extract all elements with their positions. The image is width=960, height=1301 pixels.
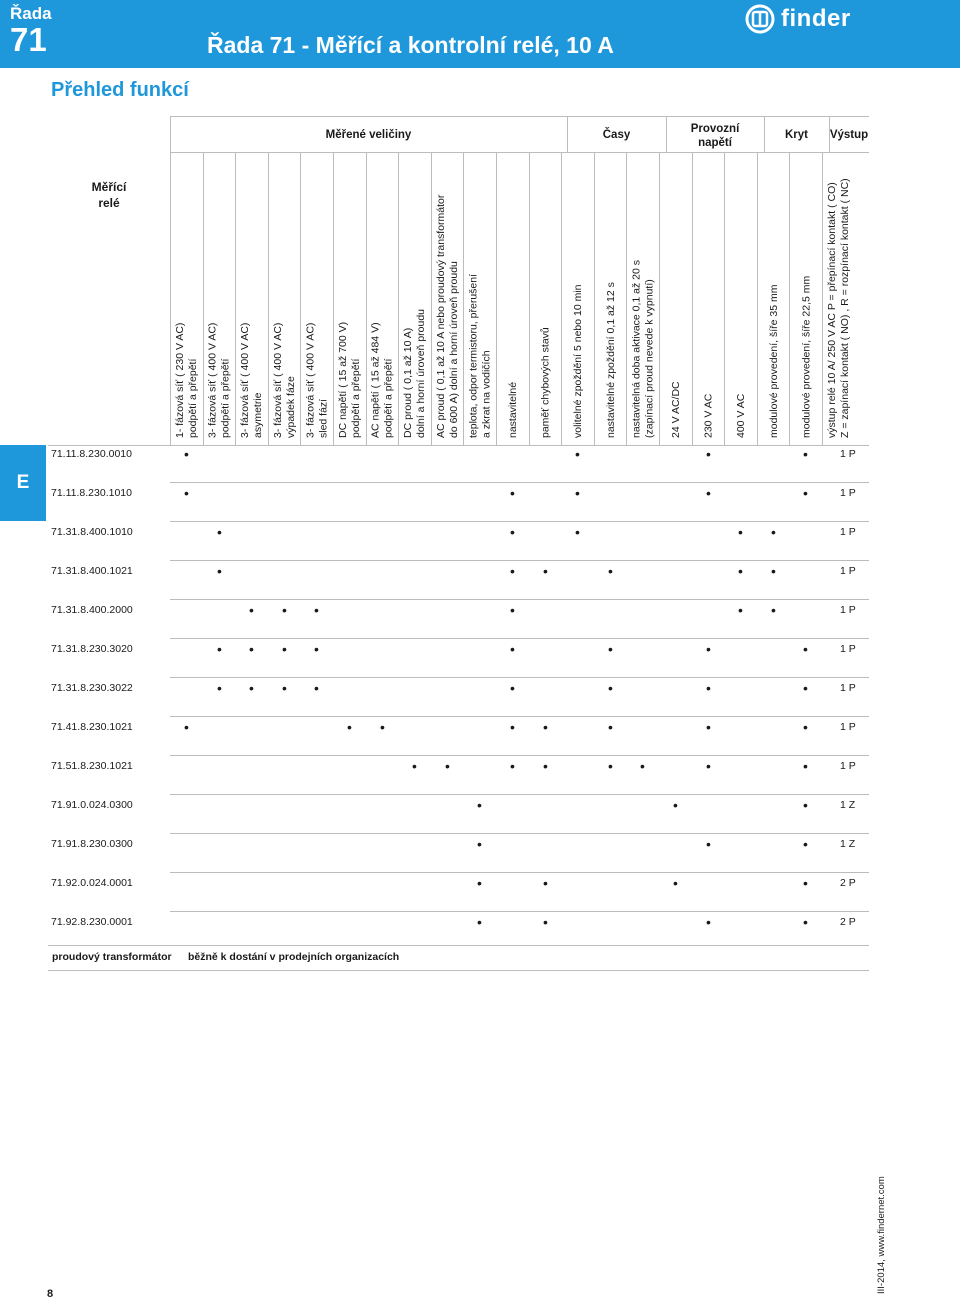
column-rule [594,152,595,445]
footer-bottom-rule [48,970,869,971]
column-header-9 [435,195,461,438]
column-rule [529,152,530,445]
column-header-11 [507,382,520,438]
column-rule [398,152,399,445]
function-mark: • [543,914,548,930]
output-type: 1 P [840,526,856,538]
function-mark: • [608,680,613,696]
function-mark: • [184,446,189,462]
group-header-supply [666,122,764,150]
corner-header-line1: Měřící [91,180,127,194]
column-rule [724,152,725,445]
function-mark: • [510,485,515,501]
column-header-20 [800,276,813,438]
function-mark: • [608,719,613,735]
relay-code: 71.11.8.230.0010 [51,448,132,460]
row-rule [170,599,869,600]
column-rule [431,152,432,445]
column-header-line2: Z = zapínací kontakt ( NO) , R = rozpínací kontakt ( NC) [839,178,851,438]
column-header-5 [304,323,330,438]
page-number: 8 [47,1288,54,1300]
column-header-3 [239,323,265,438]
column-header-line1: 24 V AC/DC [670,381,682,438]
column-rule [170,152,171,445]
column-rule [757,152,758,445]
column-rule [235,152,236,445]
column-header-14 [605,282,618,438]
relay-code: 71.31.8.400.2000 [51,604,133,616]
column-rule [268,152,269,445]
function-mark: • [706,680,711,696]
top-banner [0,0,960,68]
column-header-line2: dolní a horní úroveň proudu [415,308,428,438]
column-header-line2: podpětí a přepětí [350,358,362,438]
function-mark: • [249,641,254,657]
function-mark: • [445,758,450,774]
page-title: Řada 71 - Měřící a kontrolní relé, 10 A [207,32,614,58]
function-mark: • [575,485,580,501]
function-mark: • [803,836,808,852]
group-header-output: Výstup [829,129,869,141]
corner-header-line2: relé [98,196,120,210]
column-header-line1: 3- fázová síť ( 400 V AC) [239,322,252,438]
relay-code: 71.91.0.024.0300 [51,799,133,811]
relay-code: 71.91.8.230.0300 [51,838,133,850]
group-header-times: Časy [602,129,631,141]
row-rule [170,560,869,561]
function-mark: • [738,563,743,579]
function-mark: • [706,641,711,657]
table-header-rule [170,152,869,153]
function-mark: • [738,524,743,540]
function-mark: • [184,719,189,735]
column-header-line2: podpětí a přepětí [382,358,395,438]
column-rule [463,152,464,445]
function-mark: • [803,797,808,813]
column-header-10 [467,274,493,438]
row-rule [170,755,869,756]
group-header-supply-line1: Provozní [690,123,740,135]
output-type: 1 Z [840,799,856,811]
function-mark: • [282,641,287,657]
column-header-4 [272,323,298,438]
function-mark: • [282,602,287,618]
group-header-measured: Měřené veličiny [325,129,412,141]
group-header-supply-line2: napětí [698,137,732,149]
column-header-line1: teplota, odpor termistoru, přerušení [467,273,480,438]
corner-header [48,179,170,211]
relay-code: 71.31.8.400.1021 [51,565,133,577]
relay-code: 71.92.8.230.0001 [51,916,133,928]
column-rule [333,152,334,445]
column-header-17 [703,394,716,438]
column-header-line1: AC proud ( 0,1 až 10 A nebo proudový transformátor [434,194,447,438]
function-mark: • [477,836,482,852]
side-note: III-2014, www.findernet.com [876,1176,887,1294]
column-header-line1: nastavitelné zpoždění 0,1 až 12 s [604,282,617,438]
column-header-line2: asymetrie [252,392,265,438]
row-rule [170,911,869,912]
column-header-1 [174,323,200,438]
function-mark: • [347,719,352,735]
relay-code: 71.31.8.230.3020 [51,643,133,655]
function-mark: • [706,758,711,774]
function-mark: • [217,680,222,696]
output-type: 1 P [840,604,856,616]
relay-code: 71.11.8.230.1010 [51,487,132,499]
function-mark: • [771,563,776,579]
table-body-rule [48,445,869,446]
footer-top-rule [48,945,869,946]
output-type: 1 P [840,760,856,772]
row-rule [170,638,869,639]
row-rule [170,872,869,873]
output-type: 1 P [840,565,856,577]
column-header-15 [630,260,656,438]
relay-code: 71.51.8.230.1021 [51,760,133,772]
column-header-6 [337,322,363,438]
function-mark: • [249,680,254,696]
function-mark: • [380,719,385,735]
column-rule [692,152,693,445]
section-letter-badge: E [0,445,46,521]
function-mark: • [543,875,548,891]
row-rule [170,833,869,834]
function-mark: • [803,641,808,657]
column-header-line1: 3- fázová síť ( 400 V AC) [304,322,317,438]
row-rule [170,716,869,717]
output-type: 1 P [840,448,856,460]
output-type: 1 P [840,643,856,655]
column-header-line1: 3- fázová síť ( 400 V AC) [271,322,284,438]
column-header-line1: nastavitelné [507,381,519,438]
column-header-line1: 400 V AC [735,393,748,438]
column-rule [659,152,660,445]
relay-code: 71.31.8.400.1010 [51,526,133,538]
column-rule [626,152,627,445]
function-mark: • [803,875,808,891]
row-rule [170,677,869,678]
function-mark: • [803,446,808,462]
function-mark: • [803,914,808,930]
function-mark: • [510,719,515,735]
function-mark: • [673,875,678,891]
column-header-line1: 230 V AC [702,393,715,438]
function-mark: • [510,641,515,657]
column-header-line2: výpadek fáze [284,376,297,438]
section-title: Přehled funkcí [51,79,189,101]
row-rule [170,521,869,522]
finder-logo-icon [745,4,775,34]
output-type: 2 P [840,916,856,928]
column-header-line1: modulové provedení, šíře 22,5 mm [800,275,813,438]
function-mark: • [706,836,711,852]
function-mark: • [608,641,613,657]
function-mark: • [771,602,776,618]
column-header-line1: volitelné zpoždění 5 nebo 10 min [572,284,585,438]
function-mark: • [249,602,254,618]
function-mark: • [803,719,808,735]
column-rule [203,152,204,445]
row-rule [170,482,869,483]
column-header-16 [670,381,683,438]
function-mark: • [543,563,548,579]
function-mark: • [314,602,319,618]
function-mark: • [673,797,678,813]
column-header-line2: do 600 A) dolní a horní úroveň proudu [447,261,460,438]
function-mark: • [510,680,515,696]
series-number: 71 [10,21,47,58]
relay-code: 71.31.8.230.3022 [51,682,133,694]
column-header-line2: podpětí a přepětí [187,358,199,438]
function-mark: • [282,680,287,696]
function-mark: • [510,602,515,618]
output-type: 1 P [840,487,856,499]
column-header-line1: paměť chybových stavů [539,327,552,438]
column-header-7 [370,322,396,438]
column-header-line1: modulové provedení, šíře 35 mm [767,284,780,438]
column-rule [496,152,497,445]
output-type: 1 Z [840,838,856,850]
function-mark: • [706,485,711,501]
function-mark: • [477,875,482,891]
brand-logo [745,4,851,34]
column-rule [366,152,367,445]
relay-code: 71.92.0.024.0001 [51,877,133,889]
column-rule [822,152,823,445]
function-mark: • [510,758,515,774]
relay-code: 71.41.8.230.1021 [51,721,133,733]
function-mark: • [575,524,580,540]
function-mark: • [217,563,222,579]
function-mark: • [543,719,548,735]
function-mark: • [510,524,515,540]
column-header-line2: podpětí a přepětí [219,358,232,438]
function-mark: • [314,680,319,696]
group-header-housing: Kryt [784,129,808,141]
footer-note-label: proudový transformátor [52,951,172,963]
function-mark: • [640,758,645,774]
column-header-line2: sled fází [317,398,330,438]
function-mark: • [184,485,189,501]
function-mark: • [803,758,808,774]
function-mark: • [803,680,808,696]
function-mark: • [706,446,711,462]
column-header-line1: AC napětí ( 15 až 484 V) [369,322,382,438]
column-rule [561,152,562,445]
column-rule [789,152,790,445]
column-rule [300,152,301,445]
function-mark: • [314,641,319,657]
column-header-line2: a zkrat na vodičích [480,350,493,438]
column-header-19 [768,285,781,439]
function-mark: • [706,914,711,930]
function-mark: • [477,914,482,930]
brand-name: finder [781,5,851,32]
footer-note-text: běžně k dostání v prodejních organizacích [188,951,400,963]
column-header-21 [826,178,852,438]
function-mark: • [412,758,417,774]
function-mark: • [738,602,743,618]
column-header-line1: 1- fázová síť ( 230 V AC) [174,322,186,438]
function-mark: • [803,485,808,501]
column-header-8 [402,309,428,438]
column-header-line1: 3- fázová síť ( 400 V AC) [206,322,219,438]
function-mark: • [706,719,711,735]
function-mark: • [608,563,613,579]
function-mark: • [477,797,482,813]
column-header-2 [207,323,233,438]
function-mark: • [510,563,515,579]
column-header-line1: nastavitelná doba aktivace 0,1 až 20 s [630,259,643,438]
column-header-13 [572,284,585,438]
column-header-line1: DC napětí ( 15 až 700 V) [337,321,349,438]
function-mark: • [217,524,222,540]
column-header-line2: (zapínací proud nevede k vypnutí) [643,279,656,438]
column-header-line1: DC proud ( 0,1 až 10 A) [402,327,415,438]
column-header-line1: výstup relé 10 A/ 250 V AC P = přepínací kontakt ( CO) [826,182,838,438]
series-word: Řada [10,4,52,23]
function-mark: • [575,446,580,462]
output-type: 1 P [840,721,856,733]
column-header-18 [735,394,748,438]
function-mark: • [771,524,776,540]
column-header-12 [540,327,553,438]
function-mark: • [608,758,613,774]
output-type: 1 P [840,682,856,694]
output-type: 2 P [840,877,856,889]
row-rule [170,794,869,795]
function-mark: • [543,758,548,774]
function-mark: • [217,641,222,657]
